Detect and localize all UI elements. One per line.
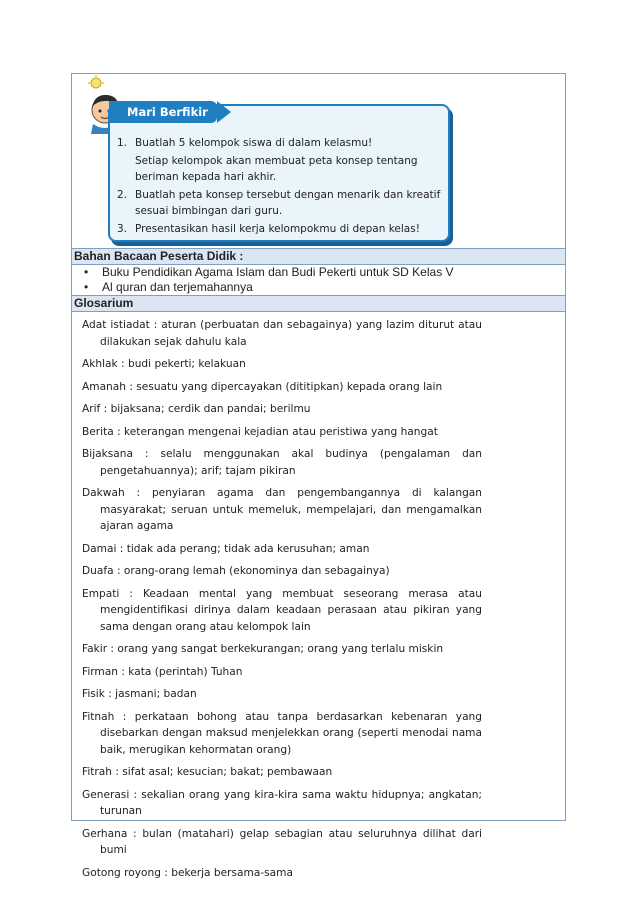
- glossary-entry: Fakir : orang yang sangat berkekurangan; orang yang terlalu miskin: [82, 643, 444, 655]
- glossary-entry: Adat istiadat : aturan (perbuatan dan sebagainya) yang lazim diturut atau dilakukan sejak dahulu kala: [82, 319, 482, 348]
- list-item: • Buku Pendidikan Agama Islam dan Budi Pekerti untuk SD Kelas V: [84, 265, 454, 279]
- glossary-entry: Fitrah : sifat asal; kesucian; bakat; pembawaan: [82, 766, 333, 778]
- glossary-entry: Bijaksana : selalu menggunakan akal budinya (pengalaman dan pengetahuannya); arif; tajam pikiran: [82, 448, 482, 477]
- think-item: 2. Buatlah peta konsep tersebut dengan menarik dan kreatif sesuai bimbingan dari guru.: [117, 189, 441, 217]
- reading-list: [72, 265, 565, 294]
- bullet-icon: •: [84, 265, 89, 279]
- list-item: • Al quran dan terjemahannya: [84, 279, 253, 294]
- glossary-entry: Berita : keterangan mengenai kejadian atau peristiwa yang hangat: [82, 425, 438, 438]
- glossary-list: [82, 317, 482, 887]
- think-item: 3. Presentasikan hasil kerja kelompokmu di depan kelas!: [117, 223, 420, 236]
- glossary-heading: Glosarium: [72, 295, 565, 312]
- glossary-entry: Duafa : orang-orang lemah (ekonominya dan sebagainya): [82, 565, 390, 577]
- think-item: Setiap kelompok akan membuat peta konsep tentang beriman kepada hari akhir.: [135, 155, 418, 183]
- bullet-icon: •: [84, 279, 89, 294]
- glossary-entry: Akhlak : budi pekerti; kelakuan: [82, 358, 246, 370]
- glossary-entry: Gotong royong : bekerja bersama-sama: [82, 866, 293, 879]
- glossary-entry: Dakwah : penyiaran agama dan pengembangannya di kalangan masyarakat; seruan untuk memeluk, mempelajari, dan mengamalkan ajaran agama: [82, 487, 482, 532]
- glossary-entry: Damai : tidak ada perang; tidak ada kerusuhan; aman: [82, 542, 370, 555]
- glossary-entry: Amanah : sesuatu yang dipercayakan (dititipkan) kepada orang lain: [82, 380, 443, 393]
- glossary-entry: Arif : bijaksana; cerdik dan pandai; berilmu: [82, 403, 311, 415]
- think-list: [113, 136, 443, 240]
- reading-heading: Bahan Bacaan Peserta Didik :: [72, 248, 565, 265]
- glossary-entry: Firman : kata (perintah) Tuhan: [82, 665, 243, 678]
- glossary-entry: Generasi : sekalian orang yang kira-kira sama waktu hidupnya; angkatan; turunan: [82, 788, 482, 817]
- think-item: 1. Buatlah 5 kelompok siswa di dalam kelasmu!: [117, 137, 373, 149]
- think-section: [83, 74, 451, 244]
- glossary-entry: Gerhana : bulan (matahari) gelap sebagian atau seluruhnya dilihat dari bumi: [82, 827, 482, 856]
- glossary-entry: Empati : Keadaan mental yang membuat seseorang merasa atau mengidentifikasi dirinya dalam keadaan perasaan atau pikiran yang sama dengan orang atau kelompok lain: [82, 587, 482, 633]
- think-title: Mari Berfikir: [109, 101, 217, 123]
- glossary-entry: Fitnah : perkataan bohong atau tanpa berdasarkan kebenaran yang disebarkan dengan maksud menjelekkan orang (seperti menodai nama baik, merugikan kehormatan orang): [82, 710, 482, 756]
- glossary-entry: Fisik : jasmani; badan: [82, 688, 197, 700]
